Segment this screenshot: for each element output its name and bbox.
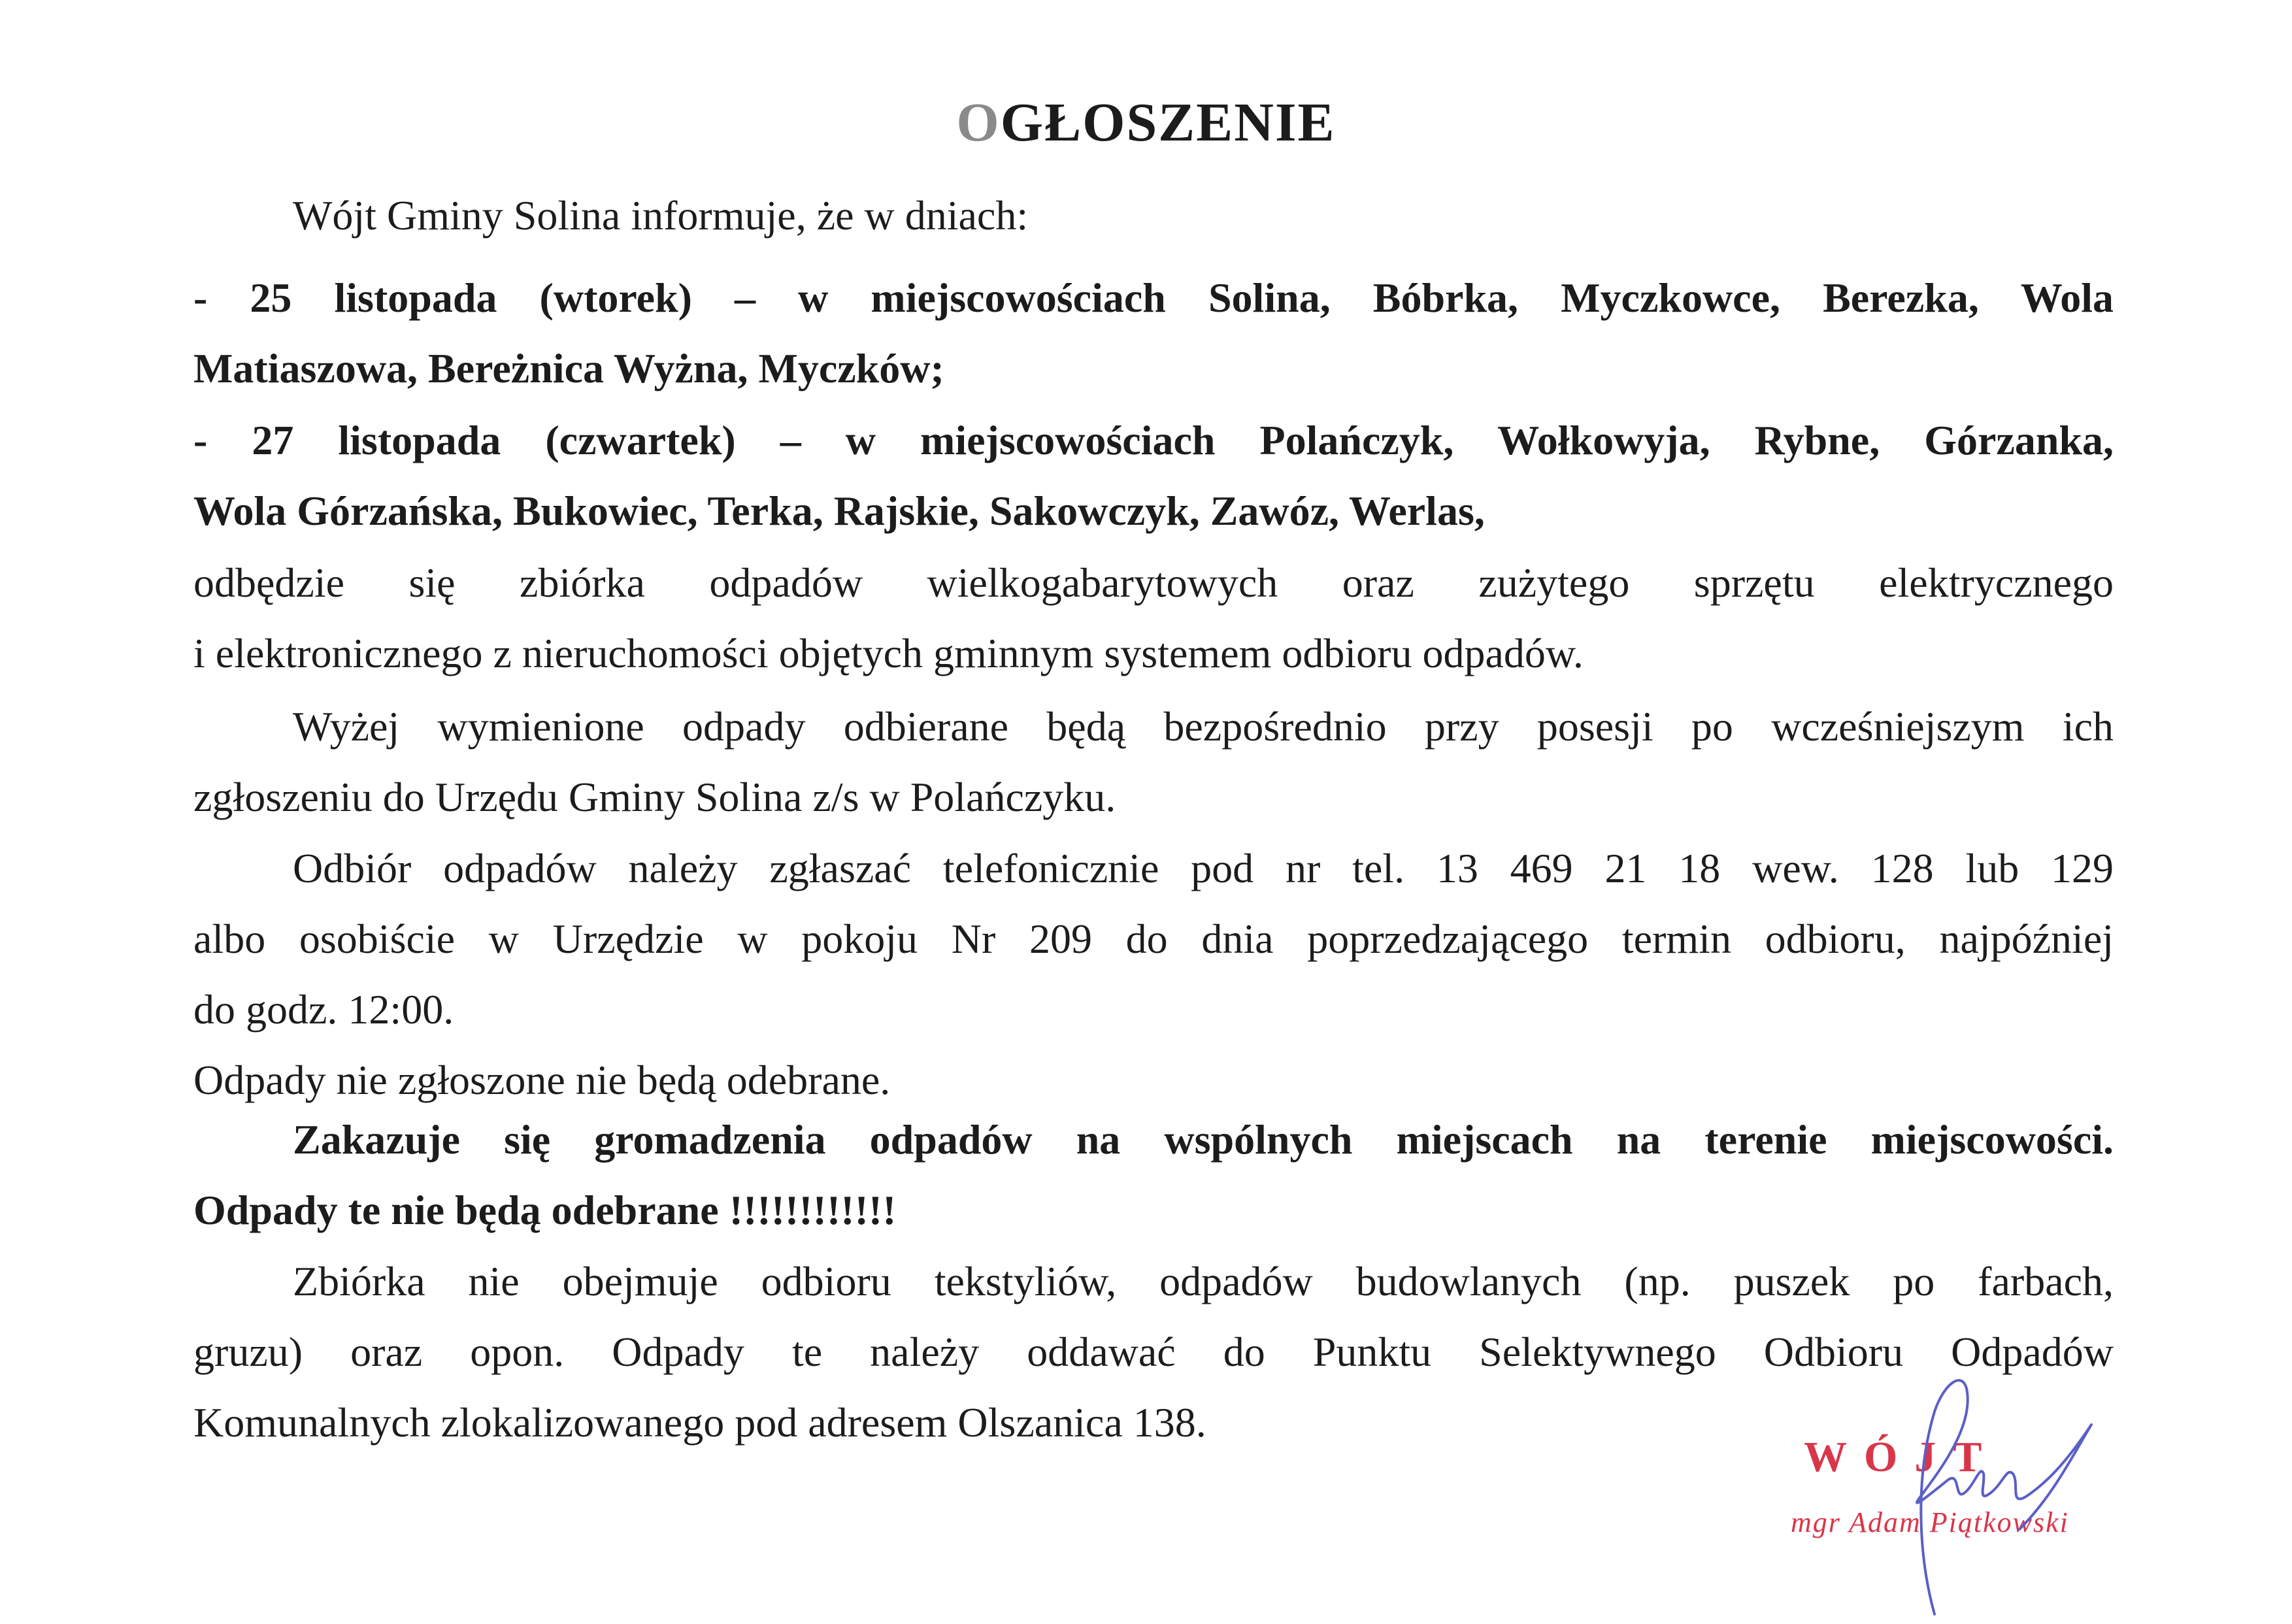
report-paragraph xyxy=(193,833,2114,1116)
stamp-title: WÓJT xyxy=(1804,1433,1999,1481)
date2-line2: Wola Górzańska, Bukowiec, Terka, Rajskie, Sakowczyk, Zawóz, Werlas, xyxy=(193,488,1485,534)
exclusion-line1: Zbiórka nie obejmuje odbioru tekstyliów, odpadów budowlanych (np. puszek po farbach, xyxy=(293,1258,2114,1304)
intro-paragraph xyxy=(193,180,2114,251)
exclusion-paragraph xyxy=(193,1246,2114,1458)
stamp-name: mgr Adam Piątkowski xyxy=(1791,1506,2069,1538)
ban-paragraph xyxy=(193,1104,2114,1246)
date1-paragraph xyxy=(193,263,2114,404)
handwritten-signature xyxy=(1856,1359,2131,1621)
title-rest: GŁOSZENIE xyxy=(1000,92,1336,153)
collection-line1: odbędzie się zbiórka odpadów wielkogabarytowych oraz zużytego sprzętu elektrycznego xyxy=(193,559,2114,606)
date1-line1: - 25 listopada (wtorek) – w miejscowościach Solina, Bóbrka, Myczkowce, Berezka, Wola xyxy=(193,274,2114,321)
pickup-line1: Wyżej wymienione odpady odbierane będą bezpośrednio przy posesji po wcześniejszym ich xyxy=(293,703,2114,750)
exclusion-line2: gruzu) oraz opon. Odpady te należy oddawać do Punktu Selektywnego Odbioru Odpadów xyxy=(193,1329,2114,1375)
ban-line1: Zakazuje się gromadzenia odpadów na wspólnych miejscach na terenie miejscowości. xyxy=(293,1116,2114,1163)
title-first-letter: O xyxy=(956,92,1001,153)
not-reported-note: Odpady nie zgłoszone nie będą odebrane. xyxy=(193,1057,891,1103)
ban-line2: Odpady te nie będą odebrane !!!!!!!!!!!! xyxy=(193,1187,897,1233)
report-line3: do godz. 12:00. xyxy=(193,986,454,1033)
date2-line1: - 27 listopada (czwartek) – w miejscowościach Polańczyk, Wołkowyja, Rybne, Górzanka, xyxy=(193,417,2114,463)
pickup-paragraph xyxy=(193,691,2114,833)
report-line2: albo osobiście w Urzędzie w pokoju Nr 209 do dnia poprzedzającego termin odbioru, najpóźniej xyxy=(193,916,2114,962)
exclusion-line3: Komunalnych zlokalizowanego pod adresem Olszanica 138. xyxy=(193,1399,1206,1446)
document-title xyxy=(0,90,2292,156)
collection-line2: i elektronicznego z nieruchomości objętych gminnym systemem odbioru odpadów. xyxy=(193,630,1584,676)
date2-paragraph xyxy=(193,405,2114,546)
pickup-line2: zgłoszeniu do Urzędu Gminy Solina z/s w Polańczyku. xyxy=(193,774,1116,820)
collection-paragraph xyxy=(193,548,2114,689)
intro-text: Wójt Gminy Solina informuje, że w dniach: xyxy=(293,192,1029,239)
date1-line2: Matiaszowa, Bereżnica Wyżna, Myczków; xyxy=(193,345,944,391)
report-line1: Odbiór odpadów należy zgłaszać telefonicznie pod nr tel. 13 469 21 18 wew. 128 lub 129 xyxy=(293,845,2114,891)
